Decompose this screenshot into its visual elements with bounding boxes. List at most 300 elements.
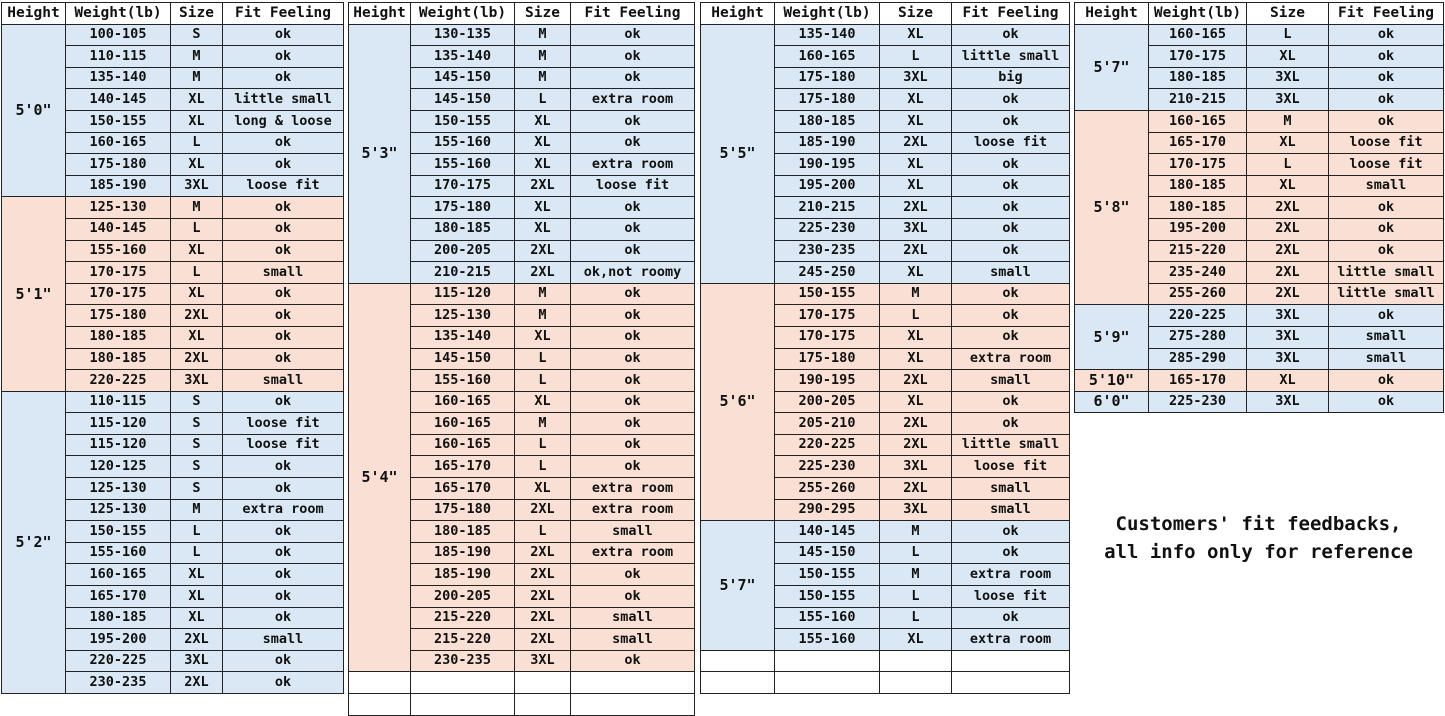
fit-feeling-cell: loose fit [223, 413, 344, 435]
size-cell: L [171, 262, 223, 284]
size-cell: 2XL [515, 262, 571, 284]
size-cell: L [880, 586, 952, 608]
weight-cell: 185-190 [411, 542, 515, 564]
fit-feeling-cell: little small [952, 46, 1070, 68]
weight-cell: 195-200 [775, 175, 880, 197]
header-row [1075, 3, 1444, 25]
size-cell: 2XL [515, 564, 571, 586]
weight-cell: 185-190 [775, 132, 880, 154]
size-cell: XL [880, 326, 952, 348]
size-cell: 3XL [171, 650, 223, 672]
size-cell: 2XL [880, 370, 952, 392]
fit-feeling-cell: ok [571, 197, 695, 219]
weight-cell: 245-250 [775, 262, 880, 284]
fit-feeling-cell: ok [223, 326, 344, 348]
size-cell: M [880, 283, 952, 305]
size-cell: XL [880, 89, 952, 111]
weight-cell: 160-165 [1149, 110, 1247, 132]
weight-cell: 220-225 [66, 650, 171, 672]
fit-feeling-cell: small [952, 370, 1070, 392]
size-cell: S [171, 413, 223, 435]
fit-feeling-cell: ok [571, 370, 695, 392]
size-cell: XL [880, 391, 952, 413]
size-cell: L [515, 434, 571, 456]
fit-feeling-cell: ok [223, 391, 344, 413]
weight-cell: 140-145 [775, 521, 880, 543]
size-cell: XL [880, 110, 952, 132]
weight-cell: 220-225 [66, 370, 171, 392]
fit-feeling-cell: ok [571, 586, 695, 608]
table-row [1075, 391, 1444, 413]
fit-feeling-cell: ok [1329, 89, 1444, 111]
size-table-3 [700, 2, 1070, 694]
fit-feeling-cell: loose fit [571, 175, 695, 197]
size-cell: XL [171, 89, 223, 111]
height-cell: 5'3" [349, 24, 411, 283]
weight-cell: 175-180 [775, 67, 880, 89]
empty-cell [952, 672, 1070, 694]
size-cell: L [1247, 154, 1329, 176]
fit-feeling-cell: extra room [571, 478, 695, 500]
size-cell: 2XL [880, 434, 952, 456]
table-row [1075, 305, 1444, 327]
weight-cell: 230-235 [775, 240, 880, 262]
table-row [2, 197, 344, 219]
weight-cell: 135-140 [411, 46, 515, 68]
size-cell: M [1247, 110, 1329, 132]
empty-row [701, 672, 1070, 694]
size-panel-2 [348, 2, 694, 670]
height-cell: 5'8" [1075, 110, 1149, 304]
size-cell: 3XL [1247, 326, 1329, 348]
size-cell: 2XL [1247, 240, 1329, 262]
fit-feeling-cell: loose fit [952, 456, 1070, 478]
size-cell: L [880, 542, 952, 564]
height-cell: 5'6" [701, 283, 775, 521]
weight-cell: 195-200 [66, 629, 171, 651]
weight-cell: 150-155 [775, 283, 880, 305]
height-cell: 5'1" [2, 197, 66, 391]
weight-header: Weight(lb) [1149, 3, 1247, 25]
weight-cell: 225-230 [775, 218, 880, 240]
weight-header: Weight(lb) [66, 3, 171, 25]
fit-feeling-cell: ok [223, 586, 344, 608]
weight-cell: 160-165 [411, 391, 515, 413]
empty-cell [880, 650, 952, 672]
weight-cell: 190-195 [775, 370, 880, 392]
weight-cell: 190-195 [775, 154, 880, 176]
size-cell: 2XL [515, 175, 571, 197]
fit-feeling-cell: ok [1329, 24, 1444, 46]
fit-feeling-cell: ok [223, 305, 344, 327]
weight-cell: 155-160 [775, 629, 880, 651]
empty-cell [411, 672, 515, 694]
size-cell: 3XL [880, 67, 952, 89]
size-panel-4 [1074, 2, 1443, 411]
size-cell: 2XL [515, 499, 571, 521]
fit-feeling-cell: ok [223, 672, 344, 694]
size-cell: XL [171, 607, 223, 629]
note-line-1: Customers' fit feedbacks, [1115, 513, 1402, 535]
weight-cell: 140-145 [66, 218, 171, 240]
height-cell: 5'10" [1075, 370, 1149, 392]
weight-cell: 215-220 [411, 607, 515, 629]
weight-cell: 215-220 [411, 629, 515, 651]
fit-feedback-note [1074, 511, 1443, 566]
table-row [701, 24, 1070, 46]
height-cell: 5'0" [2, 24, 66, 197]
fit-feeling-header: Fit Feeling [571, 3, 695, 25]
weight-cell: 255-260 [1149, 283, 1247, 305]
fit-feeling-cell: extra room [571, 154, 695, 176]
weight-cell: 130-135 [411, 24, 515, 46]
size-cell: M [515, 67, 571, 89]
fit-feeling-cell: ok [571, 110, 695, 132]
size-cell: L [515, 456, 571, 478]
fit-feeling-cell: ok [952, 218, 1070, 240]
weight-cell: 170-175 [1149, 46, 1247, 68]
size-cell: M [171, 67, 223, 89]
fit-feeling-cell: ok [223, 521, 344, 543]
fit-feeling-header: Fit Feeling [223, 3, 344, 25]
size-cell: 3XL [1247, 305, 1329, 327]
weight-cell: 145-150 [411, 67, 515, 89]
fit-feeling-cell: ok [571, 456, 695, 478]
fit-feeling-cell: extra room [571, 89, 695, 111]
size-cell: 3XL [1247, 348, 1329, 370]
size-cell: 2XL [1247, 283, 1329, 305]
size-cell: M [880, 521, 952, 543]
size-cell: XL [515, 110, 571, 132]
fit-feeling-cell: ok [571, 46, 695, 68]
empty-row [701, 650, 1070, 672]
size-cell: XL [515, 326, 571, 348]
weight-cell: 175-180 [775, 348, 880, 370]
size-cell: 2XL [880, 413, 952, 435]
fit-feeling-cell: ok [571, 391, 695, 413]
weight-cell: 180-185 [1149, 175, 1247, 197]
fit-feeling-cell: ok [1329, 46, 1444, 68]
height-cell: 5'9" [1075, 305, 1149, 370]
fit-feeling-cell: small [223, 629, 344, 651]
fit-feeling-cell: ok [952, 240, 1070, 262]
size-cell: XL [515, 154, 571, 176]
size-header: Size [171, 3, 223, 25]
weight-cell: 220-225 [775, 434, 880, 456]
weight-cell: 170-175 [775, 305, 880, 327]
size-cell: 3XL [880, 218, 952, 240]
size-cell: XL [880, 629, 952, 651]
weight-cell: 180-185 [411, 218, 515, 240]
fit-feeling-cell: ok [1329, 110, 1444, 132]
size-cell: XL [515, 218, 571, 240]
fit-feeling-cell: ok [571, 132, 695, 154]
size-table-1 [1, 2, 344, 694]
weight-cell: 175-180 [66, 154, 171, 176]
weight-cell: 140-145 [66, 89, 171, 111]
weight-cell: 180-185 [411, 521, 515, 543]
fit-feeling-cell: ok [223, 218, 344, 240]
fit-feeling-cell: ok [223, 348, 344, 370]
fit-feeling-cell: ok [952, 154, 1070, 176]
weight-cell: 150-155 [66, 110, 171, 132]
fit-feeling-cell: loose fit [952, 586, 1070, 608]
table-row [2, 391, 344, 413]
size-cell: 2XL [171, 629, 223, 651]
fit-feeling-cell: ok [223, 456, 344, 478]
weight-cell: 225-230 [1149, 391, 1247, 413]
fit-feeling-cell: extra room [952, 629, 1070, 651]
fit-feeling-cell: ok [223, 46, 344, 68]
empty-cell [349, 672, 411, 694]
fit-feeling-cell: ok [223, 24, 344, 46]
size-cell: 2XL [1247, 262, 1329, 284]
weight-cell: 215-220 [1149, 240, 1247, 262]
note-line-2: all info only for reference [1104, 540, 1413, 563]
size-cell: L [880, 46, 952, 68]
table-row [349, 24, 695, 46]
size-cell: XL [171, 240, 223, 262]
size-panel-1 [1, 2, 343, 690]
weight-cell: 195-200 [1149, 218, 1247, 240]
fit-feeling-cell: small [223, 262, 344, 284]
weight-cell: 170-175 [66, 283, 171, 305]
fit-feeling-cell: ok [223, 197, 344, 219]
weight-cell: 125-130 [66, 478, 171, 500]
fit-feeling-cell: ok [952, 391, 1070, 413]
fit-feeling-cell: ok [952, 283, 1070, 305]
fit-feeling-cell: ok [1329, 218, 1444, 240]
weight-cell: 145-150 [411, 89, 515, 111]
size-cell: 2XL [880, 478, 952, 500]
size-cell: XL [880, 154, 952, 176]
weight-cell: 155-160 [411, 154, 515, 176]
fit-feeling-cell: ok [952, 542, 1070, 564]
weight-cell: 175-180 [411, 499, 515, 521]
size-cell: L [880, 305, 952, 327]
size-cell: XL [515, 197, 571, 219]
weight-cell: 160-165 [411, 413, 515, 435]
weight-cell: 175-180 [411, 197, 515, 219]
weight-cell: 115-120 [66, 413, 171, 435]
weight-cell: 165-170 [1149, 132, 1247, 154]
size-cell: 2XL [1247, 197, 1329, 219]
size-cell: 2XL [171, 672, 223, 694]
fit-feeling-cell: ok,not roomy [571, 262, 695, 284]
empty-cell [515, 672, 571, 694]
fit-feeling-cell: ok [1329, 67, 1444, 89]
size-cell: 2XL [515, 629, 571, 651]
size-cell: M [515, 305, 571, 327]
fit-feeling-cell: ok [223, 132, 344, 154]
size-cell: XL [515, 391, 571, 413]
weight-cell: 170-175 [66, 262, 171, 284]
height-cell: 5'5" [701, 24, 775, 283]
fit-feeling-cell: ok [1329, 240, 1444, 262]
size-cell: L [880, 607, 952, 629]
empty-cell [571, 694, 695, 716]
weight-cell: 170-175 [775, 326, 880, 348]
table-row [1075, 370, 1444, 392]
table-row [701, 283, 1070, 305]
empty-cell [775, 650, 880, 672]
size-cell: 3XL [1247, 67, 1329, 89]
fit-feeling-cell: small [952, 499, 1070, 521]
size-cell: XL [171, 110, 223, 132]
fit-feeling-cell: ok [223, 478, 344, 500]
weight-cell: 170-175 [411, 175, 515, 197]
weight-cell: 115-120 [411, 283, 515, 305]
fit-feeling-cell: ok [1329, 391, 1444, 413]
height-cell: 6'0" [1075, 391, 1149, 413]
size-panel-3 [700, 2, 1069, 670]
weight-cell: 205-210 [775, 413, 880, 435]
weight-cell: 155-160 [411, 370, 515, 392]
size-cell: 2XL [880, 132, 952, 154]
height-header: Height [701, 3, 775, 25]
empty-row [349, 672, 695, 694]
fit-feeling-cell: ok [1329, 197, 1444, 219]
fit-feeling-cell: ok [571, 348, 695, 370]
size-cell: L [515, 348, 571, 370]
size-header: Size [515, 3, 571, 25]
height-cell: 5'2" [2, 391, 66, 693]
weight-cell: 165-170 [411, 456, 515, 478]
size-table-2 [348, 2, 695, 716]
fit-feeling-cell: ok [952, 305, 1070, 327]
empty-cell [349, 694, 411, 716]
fit-feeling-cell: extra room [952, 348, 1070, 370]
fit-feeling-cell: ok [223, 240, 344, 262]
height-header: Height [1075, 3, 1149, 25]
size-header: Size [880, 3, 952, 25]
weight-cell: 125-130 [411, 305, 515, 327]
size-cell: 2XL [515, 542, 571, 564]
size-cell: S [171, 24, 223, 46]
fit-feeling-cell: little small [223, 89, 344, 111]
size-cell: 3XL [880, 456, 952, 478]
weight-cell: 175-180 [775, 89, 880, 111]
size-cell: M [171, 499, 223, 521]
size-cell: M [880, 564, 952, 586]
weight-cell: 110-115 [66, 391, 171, 413]
weight-cell: 150-155 [411, 110, 515, 132]
table-row [2, 24, 344, 46]
size-cell: 2XL [880, 240, 952, 262]
fit-feeling-cell: little small [952, 434, 1070, 456]
table-row [349, 283, 695, 305]
fit-feeling-cell: ok [952, 24, 1070, 46]
fit-feeling-header: Fit Feeling [952, 3, 1070, 25]
size-cell: L [171, 521, 223, 543]
size-cell: XL [515, 132, 571, 154]
size-cell: 3XL [171, 370, 223, 392]
fit-feeling-cell: ok [571, 67, 695, 89]
size-cell: 3XL [880, 499, 952, 521]
fit-feeling-cell: small [952, 262, 1070, 284]
size-cell: 2XL [515, 607, 571, 629]
size-cell: XL [880, 175, 952, 197]
weight-cell: 225-230 [775, 456, 880, 478]
fit-feeling-cell: extra room [223, 499, 344, 521]
fit-feeling-cell: long & loose [223, 110, 344, 132]
table-row [1075, 24, 1444, 46]
fit-feeling-cell: loose fit [952, 132, 1070, 154]
size-cell: 3XL [1247, 89, 1329, 111]
size-cell: M [171, 46, 223, 68]
size-cell: XL [880, 262, 952, 284]
size-cell: XL [515, 478, 571, 500]
weight-cell: 285-290 [1149, 348, 1247, 370]
size-cell: L [515, 370, 571, 392]
fit-feeling-cell: small [223, 370, 344, 392]
fit-feeling-cell: little small [1329, 262, 1444, 284]
header-row [2, 3, 344, 25]
weight-cell: 155-160 [66, 542, 171, 564]
fit-feeling-cell: ok [952, 175, 1070, 197]
fit-feeling-cell: extra room [952, 564, 1070, 586]
weight-cell: 200-205 [411, 240, 515, 262]
size-cell: S [171, 434, 223, 456]
weight-cell: 275-280 [1149, 326, 1247, 348]
size-cell: L [1247, 24, 1329, 46]
weight-cell: 115-120 [66, 434, 171, 456]
height-header: Height [2, 3, 66, 25]
size-cell: XL [171, 586, 223, 608]
fit-feeling-cell: small [571, 607, 695, 629]
fit-feeling-cell: ok [223, 283, 344, 305]
fit-feeling-cell: loose fit [1329, 132, 1444, 154]
weight-cell: 185-190 [411, 564, 515, 586]
weight-cell: 165-170 [1149, 370, 1247, 392]
weight-cell: 160-165 [411, 434, 515, 456]
fit-feeling-cell: ok [223, 607, 344, 629]
weight-cell: 180-185 [66, 348, 171, 370]
size-cell: XL [880, 24, 952, 46]
fit-feeling-cell: ok [223, 542, 344, 564]
weight-cell: 160-165 [66, 564, 171, 586]
fit-feeling-cell: ok [223, 650, 344, 672]
size-cell: M [515, 46, 571, 68]
fit-feeling-cell: ok [952, 607, 1070, 629]
size-cell: L [515, 89, 571, 111]
fit-feeling-cell: ok [952, 110, 1070, 132]
size-cell: M [515, 283, 571, 305]
weight-cell: 125-130 [66, 499, 171, 521]
fit-feeling-cell: extra room [571, 542, 695, 564]
fit-feeling-cell: ok [571, 413, 695, 435]
weight-cell: 200-205 [775, 391, 880, 413]
size-cell: 2XL [880, 197, 952, 219]
weight-cell: 155-160 [775, 607, 880, 629]
fit-feeling-cell: ok [952, 413, 1070, 435]
weight-cell: 110-115 [66, 46, 171, 68]
weight-header: Weight(lb) [775, 3, 880, 25]
size-cell: M [171, 197, 223, 219]
size-header: Size [1247, 3, 1329, 25]
fit-feeling-cell: ok [571, 218, 695, 240]
weight-cell: 150-155 [66, 521, 171, 543]
empty-cell [880, 672, 952, 694]
table-row [701, 521, 1070, 543]
weight-cell: 135-140 [66, 67, 171, 89]
weight-cell: 155-160 [411, 132, 515, 154]
size-cell: S [171, 456, 223, 478]
weight-cell: 170-175 [1149, 154, 1247, 176]
weight-cell: 120-125 [66, 456, 171, 478]
size-cell: XL [880, 348, 952, 370]
size-cell: XL [1247, 46, 1329, 68]
